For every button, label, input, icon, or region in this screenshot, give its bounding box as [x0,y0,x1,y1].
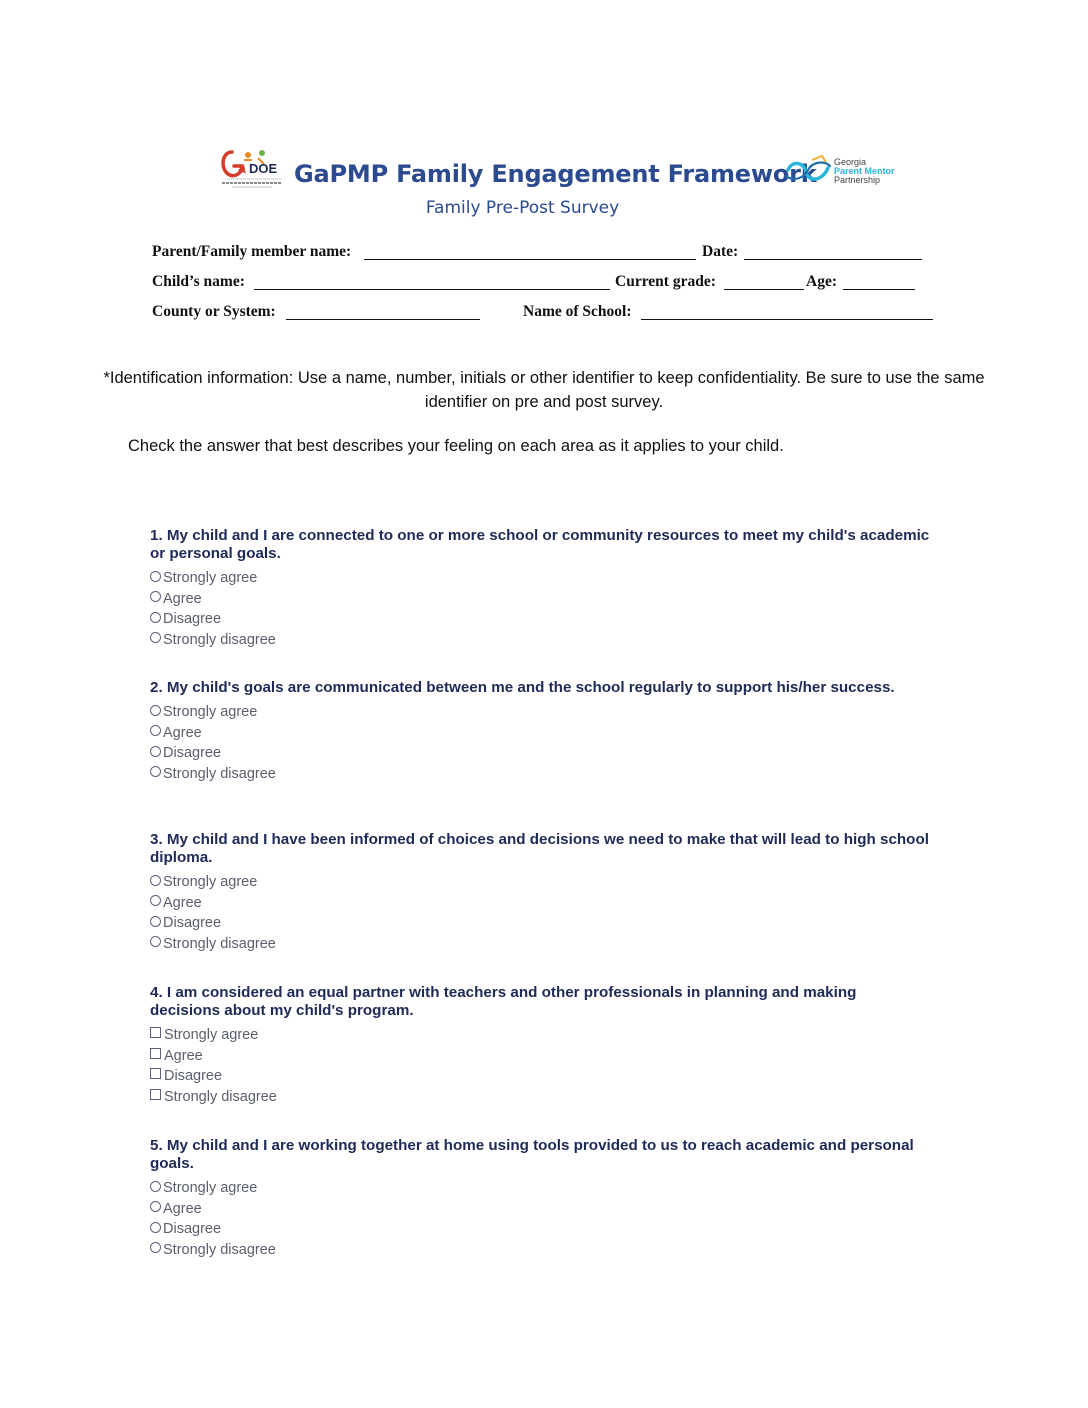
options-group [150,702,930,784]
parent-name-field[interactable] [364,259,696,260]
gpmp-line3: Partnership [834,175,881,185]
radio-button[interactable] [150,612,161,623]
child-name-label: Child’s name: [152,273,245,290]
options-group [150,1178,930,1260]
radio-button[interactable] [150,766,161,777]
svg-text:DOE: DOE [249,161,278,176]
county-label: County or System: [152,303,276,320]
radio-button[interactable] [150,571,161,582]
option-agree[interactable] [150,589,930,610]
radio-button[interactable] [150,936,161,947]
option-agree[interactable] [150,723,930,744]
checkbox[interactable] [150,1068,161,1079]
school-field[interactable] [641,319,933,320]
radio-button[interactable] [150,1181,161,1192]
option-strongly-disagree[interactable] [150,764,930,785]
option-label: Strongly agree [163,874,258,891]
radio-button[interactable] [150,746,161,757]
field-row-county [0,303,1088,327]
option-strongly-agree[interactable] [150,1025,930,1046]
option-label: Agree [163,1200,202,1217]
question-text: 3. My child and I have been informed of choices and decisions we need to make that will lead to high school diploma. [150,831,929,866]
radio-button[interactable] [150,1222,161,1233]
option-disagree[interactable] [150,1066,930,1087]
option-disagree[interactable] [150,913,930,934]
option-agree[interactable] [150,1046,930,1067]
option-strongly-disagree[interactable] [150,630,930,651]
option-disagree[interactable] [150,743,930,764]
identification-note: *Identification information: Use a name, number, initials or other identifier to keep confidentiality. Be sure to use the same identifier on pre and post survey. [103,369,985,411]
radio-button[interactable] [150,632,161,643]
question-text: 1. My child and I are connected to one or more school or community resources to meet my child's academic or personal goals. [150,527,930,562]
question-4 [150,984,930,1107]
question-3 [150,831,930,954]
radio-button[interactable] [150,875,161,886]
option-label: Strongly agree [164,1027,259,1044]
field-row-parent [0,243,1088,267]
child-name-field[interactable] [254,289,610,290]
radio-button[interactable] [150,895,161,906]
page-subtitle: Family Pre-Post Survey [425,198,620,218]
check-instructions: Check the answer that best describes your feeling on each area as it applies to your child. [128,437,784,455]
radio-button[interactable] [150,916,161,927]
gpmp-line1: Georgia [834,157,867,167]
svg-text:a: a [238,160,246,176]
option-agree[interactable] [150,893,930,914]
question-text: 4. I am considered an equal partner with teachers and other professionals in planning and making decisions about my child's program. [150,984,857,1019]
gpmp-line2: Parent Mentor [834,166,895,176]
option-label: Disagree [163,915,222,932]
option-label: Strongly agree [163,704,258,721]
question-2 [150,679,930,784]
age-field[interactable] [843,289,915,290]
option-label: Strongly disagree [163,631,276,648]
options-group [150,568,930,650]
option-agree[interactable] [150,1199,930,1220]
option-strongly-agree[interactable] [150,702,930,723]
option-label: Disagree [163,745,222,762]
option-strongly-agree[interactable] [150,872,930,893]
age-label: Age: [806,273,837,290]
question-5 [150,1137,930,1260]
gadoe-logo-icon [218,146,286,192]
option-label: Strongly disagree [163,765,276,782]
page-title: GaPMP Family Engagement Framework [294,160,817,188]
option-strongly-agree[interactable] [150,568,930,589]
option-label: Disagree [163,1221,222,1238]
radio-button[interactable] [150,591,161,602]
checkbox[interactable] [150,1089,161,1100]
option-strongly-disagree[interactable] [150,934,930,955]
radio-button[interactable] [150,705,161,716]
school-label: Name of School: [523,303,632,320]
option-label: Strongly agree [163,1180,258,1197]
checkbox[interactable] [150,1027,161,1038]
field-row-child [0,273,1088,297]
option-label: Disagree [164,1068,223,1085]
question-text: 5. My child and I are working together at home using tools provided to us to reach academic and personal goals. [150,1137,914,1172]
checkbox[interactable] [150,1048,161,1059]
radio-button[interactable] [150,1201,161,1212]
date-field[interactable] [744,259,922,260]
option-strongly-agree[interactable] [150,1178,930,1199]
question-text: 2. My child's goals are communicated between me and the school regularly to support his/her success. [150,679,895,696]
option-label: Strongly disagree [163,1241,276,1258]
option-label: Strongly agree [163,570,258,587]
option-label: Agree [163,590,202,607]
radio-button[interactable] [150,725,161,736]
option-label: Agree [163,724,202,741]
current-grade-field[interactable] [724,289,804,290]
option-label: Agree [164,1047,203,1064]
options-group [150,872,930,954]
gpmp-logo-icon [782,154,894,190]
option-label: Strongly disagree [163,935,276,952]
option-label: Disagree [163,611,222,628]
question-1 [150,527,930,650]
option-disagree[interactable] [150,609,930,630]
parent-name-label: Parent/Family member name: [152,243,352,260]
options-group [150,1025,930,1107]
option-strongly-disagree[interactable] [150,1240,930,1261]
current-grade-label: Current grade: [615,273,716,290]
county-field[interactable] [286,319,480,320]
option-label: Agree [163,894,202,911]
option-disagree[interactable] [150,1219,930,1240]
date-label: Date: [702,243,739,260]
option-strongly-disagree[interactable] [150,1087,930,1108]
option-label: Strongly disagree [164,1088,277,1105]
radio-button[interactable] [150,1242,161,1253]
